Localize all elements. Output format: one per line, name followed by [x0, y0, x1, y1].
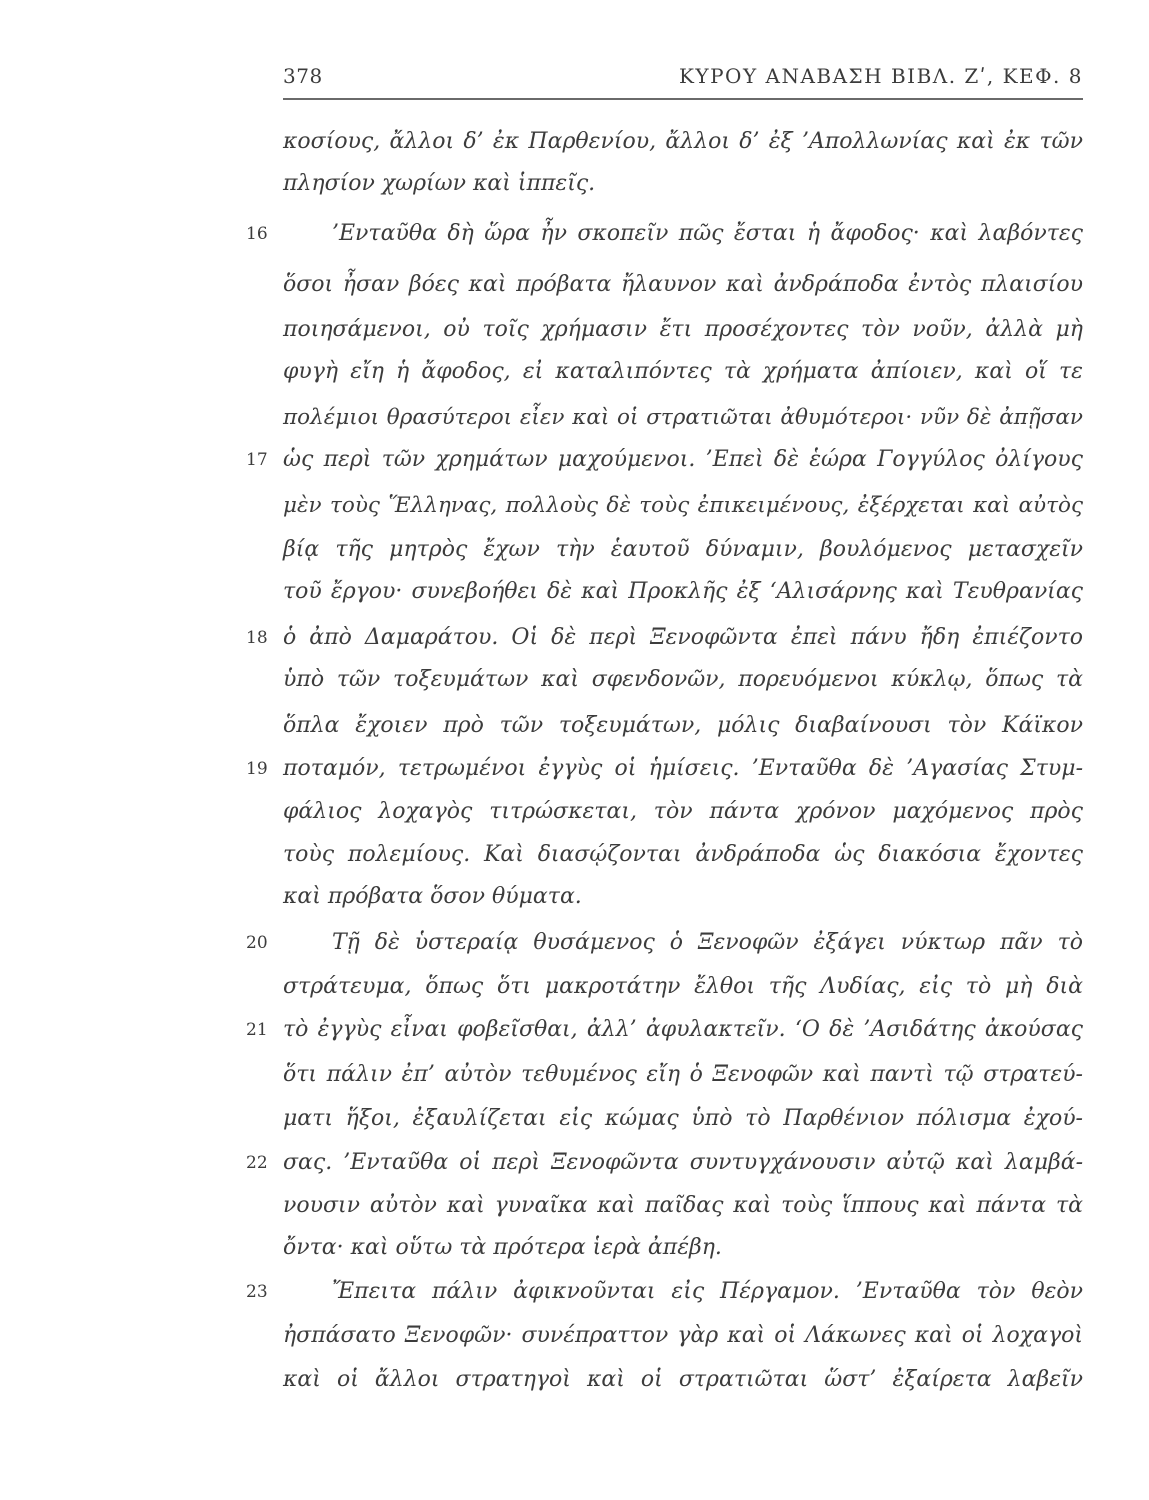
text-line: ποταμόν, τετρωμένοι ἐγγὺς οἱ ἡμίσεις. ’Ενταῦθα δὲ ’Αγασίας Στυμ-: [283, 756, 1083, 781]
section-number: 17: [246, 450, 268, 470]
section-number: 20: [246, 933, 268, 953]
text-line: σας. ’Ενταῦθα οἱ περὶ Ξενοφῶντα συντυγχάνουσιν αὐτῷ καὶ λαμβά-: [283, 1150, 1083, 1175]
text-line: ὑπὸ τῶν τοξευμάτων καὶ σφενδονῶν, πορευόμενοι κύκλῳ, ὅπως τὰ: [283, 667, 1083, 692]
section-number: 19: [246, 759, 268, 779]
section-number: 22: [246, 1153, 268, 1173]
text-line: ὅπλα ἔχοιεν πρὸ τῶν τοξευμάτων, μόλις διαβαίνουσι τὸν Κάϊκον: [283, 713, 1083, 738]
text-line: ματι ἥξοι, ἐξαυλίζεται εἰς κώμας ὑπὸ τὸ Παρθένιον πόλισμα ἐχού-: [283, 1106, 1083, 1131]
text-line: ποιησάμενοι, οὐ τοῖς χρήμασιν ἔτι προσέχοντες τὸν νοῦν, ἀλλὰ μὴ: [283, 317, 1083, 342]
text-line: καὶ πρόβατα ὅσον θύματα.: [283, 884, 582, 909]
text-line: ὡς περὶ τῶν χρημάτων μαχούμενοι. ’Επεὶ δὲ ἑώρα Γογγύλος ὀλίγους: [283, 447, 1083, 472]
text-line: τὸ ἐγγὺς εἶναι φοβεῖσθαι, ἀλλ’ ἀφυλακτεῖν. ‘Ο δὲ ’Ασιδάτης ἀκούσας: [283, 1017, 1083, 1042]
text-line: τοὺς πολεμίους. Καὶ διασῴζονται ἀνδράποδα ὡς διακόσια ἔχοντες: [283, 842, 1083, 867]
text-line: ὁ ἀπὸ Δαμαράτου. Οἱ δὲ περὶ Ξενοφῶντα ἐπεὶ πάνυ ἤδη ἐπιέζοντο: [283, 625, 1083, 650]
text-line: ’Ενταῦθα δὴ ὥρα ἦν σκοπεῖν πῶς ἔσται ἡ ἄφοδος· καὶ λαβόντες: [332, 221, 1083, 246]
text-line: μὲν τοὺς Ἕλληνας, πολλοὺς δὲ τοὺς ἐπικειμένους, ἐξέρχεται καὶ αὐτὸς: [283, 493, 1083, 518]
text-line: νουσιν αὐτὸν καὶ γυναῖκα καὶ παῖδας καὶ τοὺς ἵππους καὶ πάντα τὰ: [283, 1193, 1083, 1218]
text-line: φυγὴ εἴη ἡ ἄφοδος, εἰ καταλιπόντες τὰ χρήματα ἀπίοιεν, καὶ οἵ τε: [283, 359, 1083, 384]
text-line: τοῦ ἔργου· συνεβοήθει δὲ καὶ Προκλῆς ἐξ ‘Αλισάρνης καὶ Τευθρανίας: [283, 579, 1083, 604]
text-line: βίᾳ τῆς μητρὸς ἔχων τὴν ἑαυτοῦ δύναμιν, βουλόμενος μετασχεῖν: [283, 537, 1083, 562]
page-header: [283, 62, 1083, 100]
text-line: ὅσοι ἦσαν βόες καὶ πρόβατα ἤλαυνον καὶ ἀνδράποδα ἐντὸς πλαισίου: [283, 272, 1083, 297]
section-number: 16: [246, 224, 268, 244]
section-number: 18: [246, 628, 268, 648]
text-line: πολέμιοι θρασύτεροι εἶεν καὶ οἱ στρατιῶται ἀθυμότεροι· νῦν δὲ ἀπῇσαν: [283, 405, 1083, 430]
text-line: Τῇ δὲ ὑστεραίᾳ θυσάμενος ὁ Ξενοφῶν ἐξάγει νύκτωρ πᾶν τὸ: [332, 930, 1083, 955]
running-title: ΚΥΡΟΥ ΑΝΑΒΑΣΗ ΒΙΒΛ. Ζʹ, ΚΕΦ. 8: [678, 64, 1083, 88]
text-line: καὶ οἱ ἄλλοι στρατηγοὶ καὶ οἱ στρατιῶται ὥστ’ ἐξαίρετα λαβεῖν: [283, 1367, 1083, 1392]
text-line: ὅτι πάλιν ἐπ’ αὐτὸν τεθυμένος εἴη ὁ Ξενοφῶν καὶ παντὶ τῷ στρατεύ-: [283, 1062, 1083, 1087]
text-line: πλησίον χωρίων καὶ ἱππεῖς.: [283, 171, 596, 196]
text-line: στράτευμα, ὅπως ὅτι μακροτάτην ἔλθοι τῆς Λυδίας, εἰς τὸ μὴ διὰ: [283, 974, 1083, 999]
text-line: ἠσπάσατο Ξενοφῶν· συνέπραττον γὰρ καὶ οἱ Λάκωνες καὶ οἱ λοχαγοὶ: [283, 1323, 1083, 1348]
text-line: ὄντα· καὶ οὕτω τὰ πρότερα ἱερὰ ἀπέβη.: [283, 1235, 722, 1260]
section-number: 23: [246, 1282, 268, 1302]
section-number: 21: [246, 1020, 268, 1040]
text-line: φάλιος λοχαγὸς τιτρώσκεται, τὸν πάντα χρόνον μαχόμενος πρὸς: [283, 799, 1083, 824]
page-number: 378: [283, 64, 323, 88]
text-line: κοσίους, ἄλλοι δ’ ἐκ Παρθενίου, ἄλλοι δ’ ἐξ ’Απολλωνίας καὶ ἐκ τῶν: [283, 129, 1083, 154]
text-line: Ἔπειτα πάλιν ἀφικνοῦνται εἰς Πέργαμον. ’Ενταῦθα τὸν θεὸν: [332, 1279, 1083, 1304]
